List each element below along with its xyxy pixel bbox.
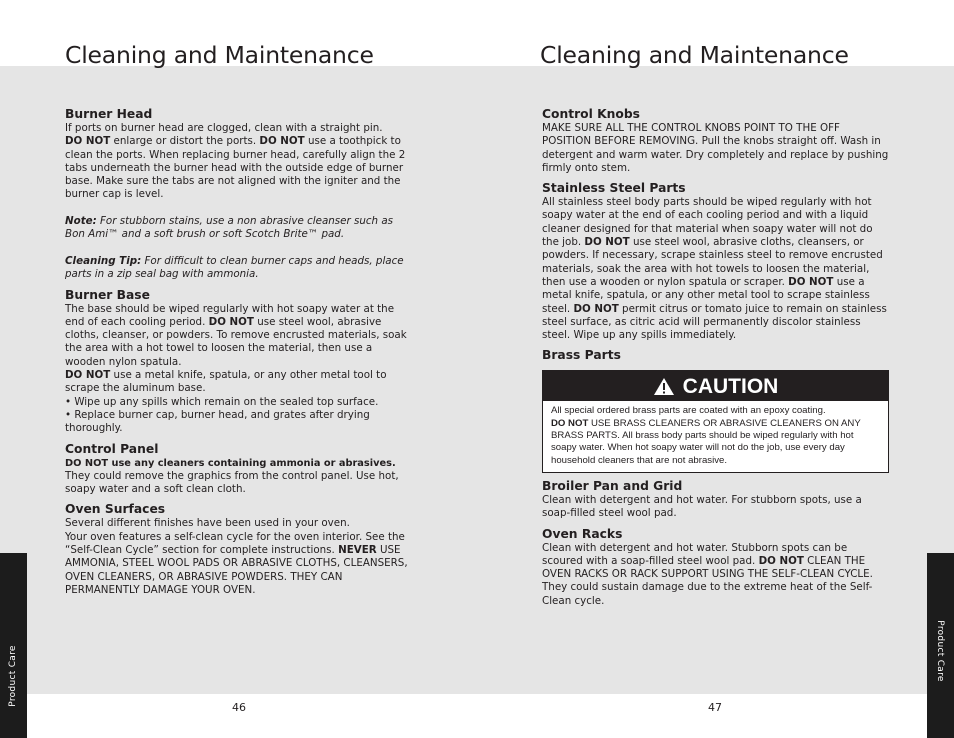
burner-head-text-2: DO NOT enlarge or distort the ports. DO NOT use a toothpick to clean the ports. When replacing burner head, carefully align the 2 tabs underneath the burner head with the outside edge of burner base. Make sure the tabs are not aligned with the igniter and the burner cap is level. <box>65 135 406 201</box>
caution-label: CAUTION <box>682 374 779 398</box>
control-knobs-text: MAKE SURE ALL THE CONTROL KNOBS POINT TO THE OFF POSITION BEFORE REMOVING. Pull the knobs straight off. Wash in detergent and warm water. Dry completely and replace by pushing firmly onto stem. <box>542 122 889 174</box>
oven-surfaces-text-2: Your oven features a self-clean cycle for the oven interior. See the “Self-Clean Cycle” section for complete instructions. NEVER USE AMMONIA, STEEL WOOL PADS OR ABRASIVE CLOTHS, CLEANSERS, OVEN CLEANERS, OR ABRASIVE POWDERS. THEY CAN PERMANENTLY DAMAGE YOUR OVEN. <box>65 530 408 596</box>
burner-head-text-1: If ports on burner head are clogged, clean with a straight pin. <box>65 122 383 134</box>
right-page-title: Cleaning and Maintenance <box>540 41 849 69</box>
burner-base-text-2: DO NOT use a metal knife, spatula, or any other metal tool to scrape the aluminum base. <box>65 369 387 395</box>
warning-icon <box>653 377 675 396</box>
control-panel-section <box>65 441 415 497</box>
left-side-tab <box>0 553 27 738</box>
caution-box <box>542 370 889 472</box>
control-panel-text: DO NOT use any cleaners containing ammonia or abrasives. They could remove the graphics from the control panel. Use hot, soapy water and a soft clean cloth. <box>65 457 399 496</box>
burner-base-heading: Burner Base <box>65 287 150 302</box>
oven-surfaces-section <box>65 501 415 597</box>
oven-racks-text: Clean with detergent and hot water. Stubborn spots can be scoured with a soap-filled steel wool pad. DO NOT CLEAN THE OVEN RACKS OR RACK SUPPORT USING THE SELF-CLEAN CYCLE. They could sustain damage due to the extreme heat of the Self-Clean cycle. <box>542 541 873 607</box>
caution-text-2: DO NOT USE BRASS CLEANERS OR ABRASIVE CLEANERS ON ANY BRASS PARTS. All brass body parts should be wiped regularly with hot soapy water. When hot soapy water will not do the job, use every day household cleaners that are not abrasive. <box>551 417 861 466</box>
broiler-pan-text: Clean with detergent and hot water. For stubborn spots, use a soap-filled steel wool pad. <box>542 493 862 520</box>
left-column <box>65 106 415 602</box>
caution-header <box>543 371 888 401</box>
burner-base-section <box>65 287 415 436</box>
right-tab-label: Product Care <box>935 620 945 682</box>
burner-head-heading: Burner Head <box>65 107 153 121</box>
oven-surfaces-heading: Oven Surfaces <box>65 502 166 517</box>
brass-parts-heading: Brass Parts <box>542 348 621 363</box>
stainless-steel-text: All stainless steel body parts should be wiped regularly with hot soapy water at the end of each cooling period and with a liquid cleaner designed for that material when soapy water will not do the job. DO NOT use steel wool, abrasive cloths, cleansers, or powders. If necessary, scrape stainless steel to remove encrusted materials, soak the area with hot towels to loosen the material, then use a wooden or nylon spatula or scraper. DO NOT use a metal knife, spatula, or any other metal tool to scrape stainless steel. DO NOT permit citrus or tomato juice to remain on stainless steel surface, as citric acid will permanently discolor stainless steel. Wipe up any spills immediately. <box>542 196 887 342</box>
burner-base-bullet-2: • Replace burner cap, burner head, and grates after drying thoroughly. <box>65 408 370 435</box>
burner-head-section <box>65 106 415 282</box>
burner-head-cleaning-tip: Cleaning Tip: For difficult to clean burner caps and heads, place parts in a zip seal bag with ammonia. <box>65 254 404 281</box>
control-knobs-section <box>542 106 889 175</box>
oven-racks-heading: Oven Racks <box>542 526 623 541</box>
burner-base-bullet-1: • Wipe up any spills which remain on the sealed top surface. <box>65 395 379 408</box>
caution-body <box>543 401 888 471</box>
control-panel-heading: Control Panel <box>65 441 159 456</box>
broiler-pan-heading: Broiler Pan and Grid <box>542 478 683 493</box>
right-page-number: 47 <box>708 701 722 714</box>
brass-parts-section <box>542 347 889 472</box>
right-side-tab <box>927 553 954 738</box>
control-knobs-heading: Control Knobs <box>542 107 640 121</box>
oven-surfaces-text-1: Several different finishes have been used in your oven. <box>65 517 350 530</box>
right-column <box>542 106 889 613</box>
broiler-pan-section <box>542 478 889 521</box>
left-page-number: 46 <box>232 701 246 714</box>
stainless-steel-section <box>542 180 889 342</box>
burner-base-text-1: The base should be wiped regularly with hot soapy water at the end of each cooling period. DO NOT use steel wool, abrasive cloths, cleanser, or powders. To remove encrusted materials, soak the area with a hot towel to loosen the material, then use a wooden nylon spatula. <box>65 302 407 368</box>
stainless-steel-heading: Stainless Steel Parts <box>542 181 686 196</box>
oven-racks-section <box>542 526 889 608</box>
left-page-title: Cleaning and Maintenance <box>65 41 374 69</box>
caution-text-1: All special ordered brass parts are coated with an epoxy coating. <box>551 405 826 417</box>
burner-head-note: Note: For stubborn stains, use a non abrasive cleanser such as Bon Ami™ and a soft brush or soft Scotch Brite™ pad. <box>65 215 394 241</box>
left-tab-label: Product Care <box>8 645 18 707</box>
